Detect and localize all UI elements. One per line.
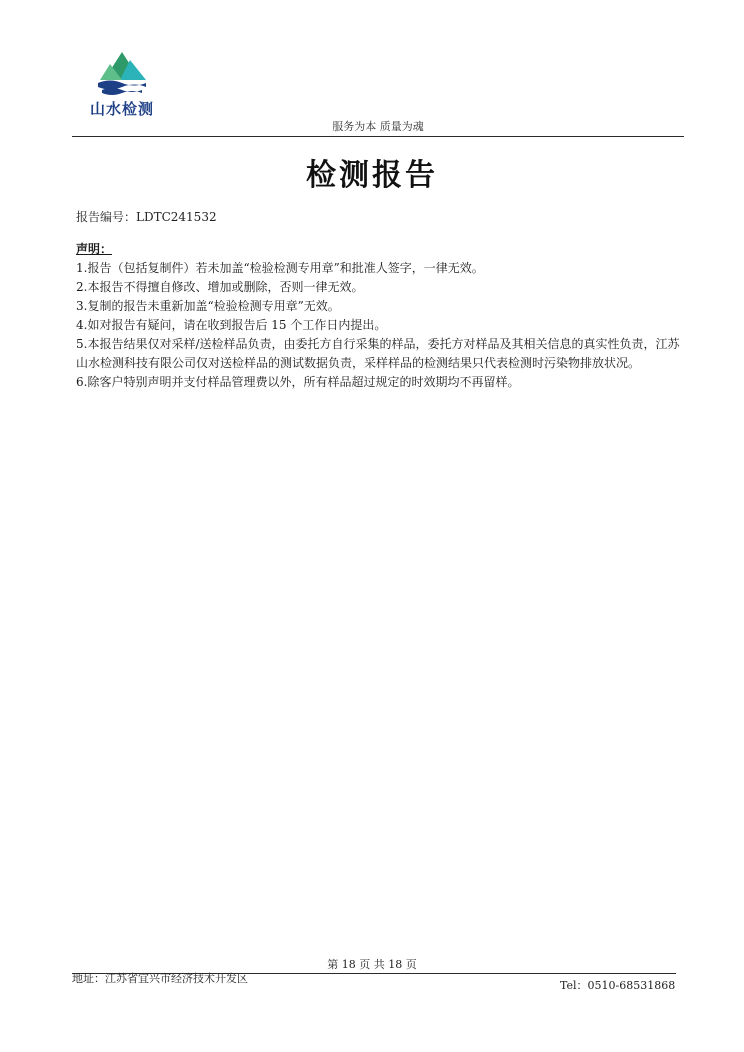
logo-text: 山水检测 [89,100,154,118]
statement-item-4: 4.如对报告有疑问，请在收到报告后 15 个工作日内提出。 [76,318,387,332]
statement-heading: 声明： [76,242,113,256]
company-tel: Tel：0510-68531868 [560,979,676,992]
statement-item-6: 6.除客户特别声明并支付样品管理费以外，所有样品超过规定的时效期均不再留样。 [76,375,520,389]
statement-item-5: 5.本报告结果仅对采样/送检样品负责，由委托方自行采集的样品，委托方对样品及其相关信息的真实性负责，江苏山水检测科技有限公司仅对送检样品的测试数据负责，采样样品的检测结果只代表检测时污染物排放状况。 [76,337,680,370]
statement-item-1: 1.报告（包括复制件）若未加盖“检验检测专用章”和批准人签字，一律无效。 [76,261,484,275]
company-address: 地址：江苏省宜兴市经济技术开发区 [72,972,248,985]
header-divider [72,136,684,137]
statement-section [76,240,686,392]
mountain-water-logo-icon [96,50,148,96]
company-logo [84,50,160,119]
page-number: 第 18 页 共 18 页 [327,958,417,971]
statement-item-2: 2.本报告不得擅自修改、增加或删除，否则一律无效。 [76,280,364,294]
footer-divider [72,973,676,974]
page-title: 检测报告 [306,158,438,193]
report-number: 报告编号：LDTC241532 [76,210,217,224]
slogan: 服务为本 质量为魂 [332,120,424,133]
statement-item-3: 3.复制的报告未重新加盖“检验检测专用章”无效。 [76,299,340,313]
